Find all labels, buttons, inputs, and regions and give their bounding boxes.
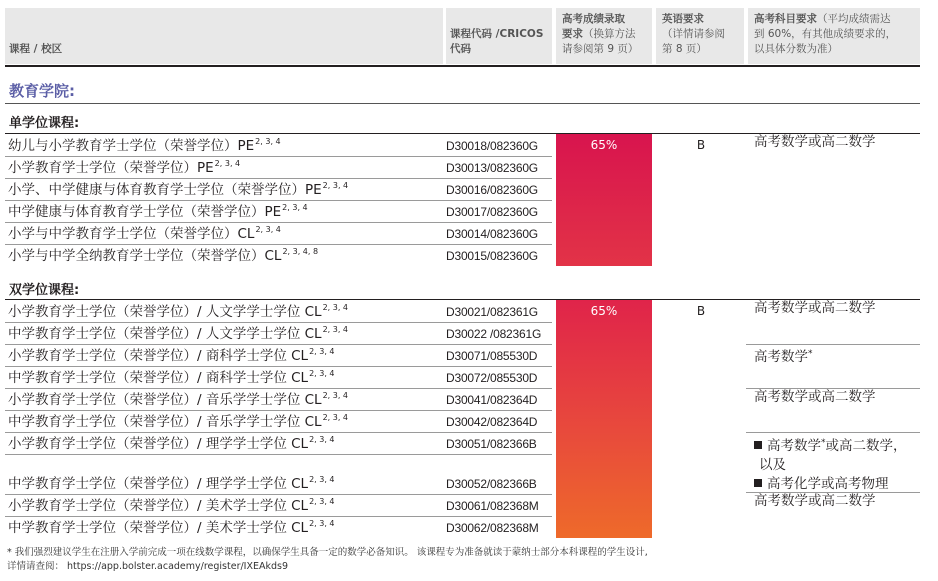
table-row bbox=[5, 322, 552, 344]
table-row bbox=[5, 388, 552, 410]
header-english-line2: （详情请参阅 bbox=[662, 28, 725, 40]
course-code: D30061/082368M bbox=[446, 499, 539, 513]
header-score bbox=[562, 12, 652, 57]
header-code-line1: 课程代码 /CRICOS bbox=[450, 28, 544, 40]
course-name: 小学教育学士学位（荣誉学位）PE$^{2, 3, 4}$ bbox=[8, 159, 241, 176]
footnote-refs: 2, 3, 4 bbox=[309, 347, 335, 356]
course-name: 小学与中学全纳教育学士学位（荣誉学位）CL$^{2, 3, 4, 8}$ bbox=[8, 247, 319, 264]
header-subject-line1: 高考科目要求（平均成绩需达 bbox=[754, 13, 891, 25]
header-subject-line3: 以具体分数为准） bbox=[754, 43, 838, 55]
footnote-refs: 2, 3, 4 bbox=[322, 325, 349, 334]
subject-humanities: 高考数学或高二数学 bbox=[754, 300, 876, 316]
course-code: D30015/082360G bbox=[446, 249, 538, 263]
header-rule bbox=[5, 65, 920, 67]
footnote-refs: 2, 3, 4 bbox=[255, 137, 281, 146]
course-code: D30021/082361G bbox=[446, 305, 538, 319]
header-bg-course bbox=[5, 8, 443, 64]
course-name: 小学教育学士学位（荣誉学位）/ 理学学士学位 CL$^{2, 3, 4}$ bbox=[8, 435, 335, 452]
header-subject-line2: 到 60%，有其他成绩要求的， bbox=[754, 28, 897, 40]
table-row bbox=[5, 516, 552, 538]
subject-rule-3 bbox=[746, 432, 920, 433]
table-row bbox=[5, 494, 552, 516]
course-code: D30041/082364D bbox=[446, 393, 538, 407]
footnote-line-2: 详情请查阅： https://app.bolster.academy/register/IXEAkds9 bbox=[7, 561, 289, 572]
course-name: 中学教育学士学位（荣誉学位）/ 音乐学学士学位 CL$^{2, 3, 4}$ bbox=[8, 413, 349, 430]
course-code: D30052/082366B bbox=[446, 477, 537, 491]
table-row bbox=[5, 244, 552, 266]
footnote-refs: 2, 3, 4 bbox=[309, 369, 335, 378]
course-code: D30014/082360G bbox=[446, 227, 538, 241]
subject-commerce: 高考数学* bbox=[754, 349, 813, 365]
header-code-line2: 代码 bbox=[450, 43, 471, 55]
bullet-icon bbox=[754, 479, 762, 487]
table-row bbox=[5, 454, 552, 494]
course-name: 幼儿与小学教育学士学位（荣誉学位）PE$^{2, 3, 4}$ bbox=[8, 137, 281, 154]
course-name: 中学健康与体育教育学士学位（荣誉学位）PE$^{2, 3, 4}$ bbox=[8, 203, 308, 220]
table-row bbox=[5, 134, 552, 156]
single-score-value: 65% bbox=[590, 138, 618, 152]
header-english-line3: 第 8 页） bbox=[662, 43, 707, 55]
course-code: D30017/082360G bbox=[446, 205, 538, 219]
course-code: D30018/082360G bbox=[446, 139, 538, 153]
header-score-line2: 要求（换算方法 bbox=[562, 28, 636, 40]
header-subject bbox=[754, 12, 920, 57]
header-course: 课程 / 校区 bbox=[9, 43, 63, 55]
course-name: 中学教育学士学位（荣誉学位）/ 商科学士学位 CL$^{2, 3, 4}$ bbox=[8, 369, 335, 386]
table-row bbox=[5, 344, 552, 366]
course-name: 中学教育学士学位（荣誉学位）/ 美术学士学位 CL$^{2, 3, 4}$ bbox=[8, 519, 335, 536]
faculty-title: 教育学院: bbox=[9, 82, 75, 100]
double-score-value: 65% bbox=[590, 304, 618, 318]
course-name: 小学教育学士学位（荣誉学位）/ 人文学学士学位 CL$^{2, 3, 4}$ bbox=[8, 303, 349, 320]
course-code: D30022 /082361G bbox=[446, 327, 542, 341]
course-name: 小学、中学健康与体育教育学士学位（荣誉学位）PE$^{2, 3, 4}$ bbox=[8, 181, 349, 198]
table-header bbox=[0, 0, 938, 67]
double-degree-title: 双学位课程: bbox=[9, 283, 80, 298]
course-code: D30071/085530D bbox=[446, 349, 538, 363]
course-name: 中学教育学士学位（荣誉学位）/ 人文学学士学位 CL$^{2, 3, 4}$ bbox=[8, 325, 349, 342]
footnote-refs: 2, 3, 4 bbox=[322, 181, 349, 190]
table-row bbox=[5, 156, 552, 178]
footnote-refs: 2, 3, 4 bbox=[309, 475, 335, 484]
course-code: D30062/082368M bbox=[446, 521, 539, 535]
footnote-refs: 2, 3, 4, 8 bbox=[282, 247, 319, 256]
table-row bbox=[5, 300, 552, 322]
footnote-refs: 2, 3, 4 bbox=[322, 391, 349, 400]
table-row bbox=[5, 178, 552, 200]
table-row bbox=[5, 222, 552, 244]
footnote-refs: 2, 3, 4 bbox=[309, 435, 335, 444]
double-english-value: B bbox=[696, 304, 706, 318]
footnote-refs: 2, 3, 4 bbox=[309, 497, 335, 506]
course-name: 小学教育学士学位（荣誉学位）/ 商科学士学位 CL$^{2, 3, 4}$ bbox=[8, 347, 335, 364]
header-code bbox=[450, 27, 552, 57]
table-row bbox=[5, 200, 552, 222]
subject-science: 高考数学*或高二数学， 以及 高考化学或高考物理 bbox=[754, 434, 907, 494]
footnote-refs: 2, 3, 4 bbox=[322, 303, 349, 312]
single-degree-title: 单学位课程: bbox=[9, 116, 80, 131]
table-row bbox=[5, 432, 552, 454]
footnote-refs: 2, 3, 4 bbox=[309, 519, 335, 528]
course-name: 小学教育学士学位（荣誉学位）/ 音乐学学士学位 CL$^{2, 3, 4}$ bbox=[8, 391, 349, 408]
subject-arts: 高考数学或高二数学 bbox=[754, 493, 876, 509]
single-subject-requirement: 高考数学或高二数学 bbox=[754, 134, 876, 150]
header-score-line1: 高考成绩录取 bbox=[562, 13, 625, 25]
course-code: D30051/082366B bbox=[446, 437, 537, 451]
single-score-cell bbox=[556, 134, 652, 266]
footnote-refs: 2, 3, 4 bbox=[255, 225, 281, 234]
bullet-icon bbox=[754, 441, 762, 449]
double-score-cell bbox=[556, 300, 652, 538]
footnote-refs: 2, 3, 4 bbox=[322, 413, 349, 422]
table-row bbox=[5, 366, 552, 388]
course-code: D30013/082360G bbox=[446, 161, 538, 175]
course-name: 小学教育学士学位（荣誉学位）/ 美术学士学位 CL$^{2, 3, 4}$ bbox=[8, 497, 335, 514]
faculty-rule bbox=[5, 103, 920, 104]
footnote-refs: 2, 3, 4 bbox=[214, 159, 241, 168]
course-name: 中学教育学士学位（荣誉学位）/ 理学学士学位 CL$^{2, 3, 4}$ bbox=[8, 475, 335, 492]
footnote-refs: 2, 3, 4 bbox=[282, 203, 308, 212]
course-name: 小学与中学教育学士学位（荣誉学位）CL$^{2, 3, 4}$ bbox=[8, 225, 281, 242]
footnote-line-1: * 我们强烈建议学生在注册入学前完成一项在线数学课程，以确保学生具备一定的数学必备知识。 该课程专为准备就读于蒙纳士部分本科课程的学生设计, bbox=[7, 547, 648, 558]
single-english-value: B bbox=[696, 138, 706, 152]
header-english-line1: 英语要求 bbox=[662, 13, 704, 25]
course-code: D30016/082360G bbox=[446, 183, 538, 197]
header-score-line3: 请参阅第 9 页） bbox=[562, 43, 639, 55]
course-code: D30072/085530D bbox=[446, 371, 538, 385]
header-english bbox=[662, 12, 746, 57]
table-row bbox=[5, 410, 552, 432]
course-code: D30042/082364D bbox=[446, 415, 538, 429]
subject-music: 高考数学或高二数学 bbox=[754, 389, 876, 405]
